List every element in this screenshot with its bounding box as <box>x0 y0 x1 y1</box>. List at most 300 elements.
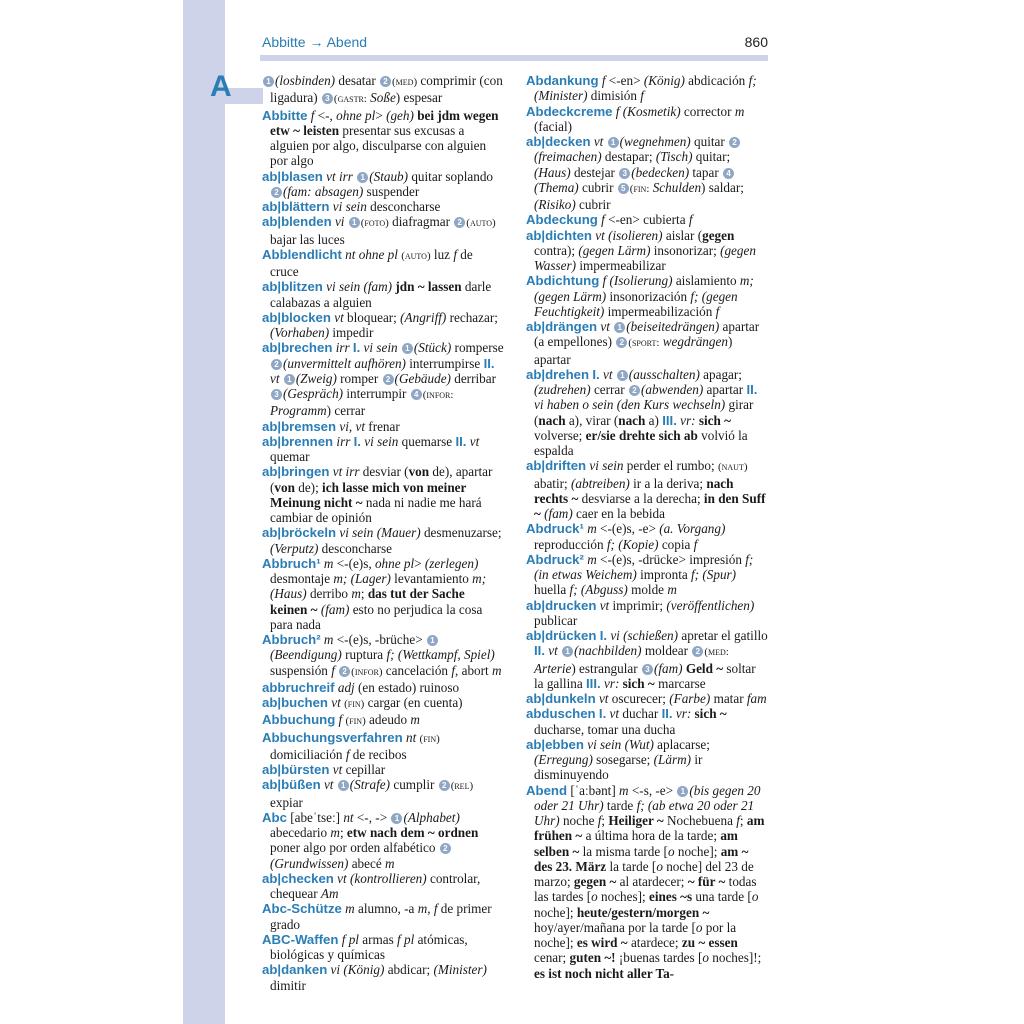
translation-text: <-, -> <box>353 809 391 825</box>
translation-text: desviar ( <box>359 464 409 480</box>
grammar-label: (bis gegen 20 oder 21 Uhr) <box>534 782 761 813</box>
headword: ab|dichten <box>526 227 592 243</box>
translation-text: ) apartar <box>534 334 733 367</box>
sense-marker: II. <box>746 382 758 397</box>
headword: Abbuchungsverfahren <box>262 729 403 745</box>
translation-text: impronta <box>636 567 692 582</box>
sense-number-badge: 2 <box>339 666 350 677</box>
grammar-label: (Erregung) <box>534 752 593 767</box>
bold-phrase: nach <box>538 412 566 428</box>
headword: ab|blocken <box>262 309 331 325</box>
grammar-label: (nachbilden) <box>574 643 642 659</box>
bold-phrase: am ~ des 23. März <box>534 843 749 874</box>
grammar-label: vt <box>602 366 613 382</box>
grammar-label: nt ohne pl <box>345 246 398 262</box>
headword: ab|brechen <box>262 340 333 356</box>
bold-phrase: gegen <box>702 227 735 243</box>
grammar-label: (ausschalten) <box>628 366 700 382</box>
dictionary-entry <box>262 419 504 434</box>
grammar-label: (zerlegen) <box>424 555 479 571</box>
translation-text: ducharse, tomar una ducha <box>534 721 676 737</box>
section-letter: A <box>210 70 232 103</box>
grammar-label: f; (Spur) <box>691 567 737 582</box>
headword: ab|bürsten <box>262 762 330 777</box>
grammar-label: f <box>715 303 720 319</box>
translation-text: la misma tarde [ <box>579 843 668 859</box>
dictionary-entry <box>262 464 504 525</box>
grammar-label: (bedecken) <box>631 164 690 180</box>
translation-text <box>610 319 613 334</box>
translation-text: (facial) <box>534 118 573 134</box>
translation-text: tapar <box>689 164 723 180</box>
translation-text: a última hora de la tarde; <box>582 828 721 844</box>
column-right <box>526 73 768 981</box>
grammar-label: vt <box>609 706 620 722</box>
translation-text: Nochebuena <box>663 813 737 828</box>
bold-phrase: gegen ~ <box>573 874 617 889</box>
grammar-label: irr <box>336 433 351 449</box>
translation-text <box>398 340 401 355</box>
headword: ab|bröckeln <box>262 525 337 541</box>
grammar-label: (Thema) <box>534 179 579 195</box>
grammar-label: nt <box>405 729 417 745</box>
headword: Abblendlicht <box>262 246 342 262</box>
bold-phrase: Heiliger ~ <box>608 813 664 828</box>
translation-text: a), virar ( <box>565 412 619 428</box>
grammar-label: vt <box>334 309 344 325</box>
sense-number-badge: 2 <box>692 646 703 657</box>
dictionary-entry <box>262 340 504 418</box>
sense-number-badge: 2 <box>271 187 282 198</box>
page-number: 860 <box>744 34 768 50</box>
translation-text: apartar (a empellones) <box>534 319 760 350</box>
translation-text: <-(e)s, -drücke> impresión <box>596 551 746 567</box>
grammar-label: vt <box>331 695 341 710</box>
headword: ab|drucken <box>526 597 597 613</box>
bold-phrase: von <box>274 479 295 495</box>
translation-text: ¡buenas tardes [ <box>615 950 703 966</box>
translation-text: abecé <box>348 855 386 871</box>
grammar-label: f <box>688 212 693 228</box>
domain-label: (fin) <box>345 715 366 728</box>
translation-text: duchar <box>619 706 662 722</box>
dictionary-entry <box>262 777 504 810</box>
translation-text: <-en> <box>605 73 644 88</box>
translation-text: abecedario <box>270 825 331 840</box>
translation-text: apretar el gatillo <box>678 628 768 643</box>
translation-text: <-, <box>314 107 337 123</box>
translation-text: noches]!; <box>708 950 762 966</box>
sense-number-badge: 1 <box>562 646 573 657</box>
headword: ab|ebben <box>526 736 584 752</box>
grammar-label: adj <box>337 679 355 695</box>
grammar-label: vt (isolieren) <box>595 227 663 243</box>
grammar-label: f <box>345 746 350 762</box>
grammar-label: vi sein (fam) <box>326 279 393 295</box>
translation-text: cargar (en cuenta) <box>364 695 463 710</box>
translation-text: matar <box>710 691 747 706</box>
grammar-label: vi sein (Wut) <box>587 736 654 752</box>
sense-marker: I. <box>599 628 608 643</box>
sense-number-badge: 1 <box>338 780 349 791</box>
grammar-label: o <box>695 919 703 935</box>
sense-number-badge: 1 <box>617 370 628 381</box>
translation-text: noche]; <box>534 904 577 920</box>
grammar-label: vr: <box>680 412 696 428</box>
grammar-label: f <box>736 813 740 828</box>
dictionary-entry <box>262 169 504 200</box>
grammar-label: (zudrehen) <box>534 382 591 397</box>
grammar-label: m <box>619 782 629 798</box>
translation-text: frenar <box>365 418 400 434</box>
translation-text: atardece; <box>627 935 682 950</box>
grammar-label: (unvermittelt aufhören) <box>283 355 406 371</box>
domain-label: (med) <box>392 76 418 88</box>
grammar-label: f (Kosmetik) <box>615 103 681 119</box>
bold-phrase: sich ~ <box>694 706 727 722</box>
dictionary-entry <box>262 680 504 695</box>
sense-number-badge: 1 <box>357 172 368 183</box>
grammar-label: Soße <box>370 90 396 106</box>
dictionary-entry <box>262 632 504 680</box>
bold-phrase: nach rechts ~ <box>534 475 734 506</box>
dictionary-entry <box>526 273 768 319</box>
domain-label: (auto) <box>401 249 431 262</box>
translation-text: ) estrangular <box>571 660 641 676</box>
dictionary-entry <box>262 108 504 169</box>
translation-text: <-(e)s, -brüche> <box>333 632 426 647</box>
translation-text: publicar <box>534 612 578 628</box>
translation-text: quitar; <box>692 149 731 165</box>
grammar-label: (abtreiben) <box>570 475 630 491</box>
sense-number-badge: 2 <box>383 374 394 385</box>
translation-text: > <box>375 107 387 123</box>
headword: Abc-Schütze <box>262 901 342 917</box>
grammar-label: m; (Haus) <box>270 571 487 602</box>
bold-phrase: Geld ~ <box>685 660 724 676</box>
grammar-label: m <box>587 521 597 537</box>
translation-text: derribo <box>306 586 352 602</box>
grammar-label: m <box>667 582 677 598</box>
translation-text <box>280 371 283 386</box>
grammar-label: m <box>323 632 334 647</box>
grammar-label: f <box>310 107 315 123</box>
domain-label: (fin) <box>419 732 440 745</box>
translation-text: de); <box>294 479 323 495</box>
sense-marker: II. <box>455 433 467 449</box>
grammar-label: (Grundwissen) <box>270 855 349 871</box>
grammar-label: f <box>338 712 343 728</box>
margin-strip <box>183 0 225 1024</box>
grammar-label: o <box>702 950 709 966</box>
grammar-label: vt <box>469 433 480 449</box>
translation-text: darle calabazas a alguien <box>270 279 492 310</box>
translation-text: ruptura <box>341 647 387 663</box>
translation-text: volverse; <box>534 427 586 443</box>
translation-text <box>333 777 336 792</box>
translation-text: imprimir; <box>609 597 667 613</box>
translation-text: ) saldar; <box>701 179 744 195</box>
bold-phrase: bei jdm wegen etw ~ leisten <box>270 107 499 138</box>
sense-number-badge: 2 <box>616 337 627 348</box>
translation-text: de cruce <box>270 246 473 279</box>
translation-text: interrumpirse <box>405 355 484 371</box>
grammar-label: vr: <box>675 706 692 722</box>
translation-text: controlar, chequear <box>270 870 481 901</box>
headword: Abdankung <box>526 73 599 88</box>
dictionary-entry <box>262 199 504 214</box>
sense-marker: I. <box>353 433 361 449</box>
grammar-label: f; (Minister) <box>534 73 757 104</box>
translation-text: quitar soplando <box>408 168 494 184</box>
translation-text: volvió la espalda <box>534 427 748 458</box>
headword: abbruchreif <box>262 679 335 695</box>
translation-text: impermeabilización <box>604 303 716 319</box>
translation-text: abatir; <box>534 475 571 491</box>
translation-text: suspender <box>363 183 420 199</box>
translation-text: aislamiento <box>672 273 740 289</box>
grammar-label: (fam) <box>653 660 683 676</box>
headword: Abbruch¹ <box>262 555 321 571</box>
headword: ab|blenden <box>262 214 332 230</box>
domain-label: (gastr: <box>333 93 367 106</box>
grammar-label: f; (Kopie) <box>606 536 659 552</box>
headword: Abdichtung <box>526 273 600 289</box>
dictionary-entry <box>526 552 768 598</box>
translation-text: cubrir <box>575 197 611 212</box>
bold-phrase: das tut der Sache keinen ~ <box>270 586 465 617</box>
grammar-label: vt <box>337 870 347 886</box>
translation-text: expiar <box>270 794 303 810</box>
translation-text: ir disminuyendo <box>534 752 703 783</box>
grammar-label: vi (König) <box>330 962 385 978</box>
running-head: Abbitte → Abend <box>262 34 368 50</box>
translation-text: tarde <box>603 797 637 813</box>
translation-text: insonorizar; <box>650 242 721 258</box>
translation-text: quemar <box>270 449 310 464</box>
grammar-label: (kontrollieren) <box>350 870 427 886</box>
grammar-label: (geh) <box>386 107 414 123</box>
sense-number-badge: 1 <box>263 76 274 87</box>
grammar-label: ohne pl <box>336 107 376 123</box>
dictionary-entry <box>262 247 504 280</box>
dictionary-entry <box>526 628 768 691</box>
translation-text: desviarse a la derecha; <box>578 490 704 506</box>
translation-text: al atardecer; <box>616 874 688 889</box>
grammar-label: vi sein <box>332 199 367 214</box>
translation-text: caer en la bebida <box>572 506 665 521</box>
bold-phrase: eines ~s <box>649 889 693 905</box>
sense-number-badge: 1 <box>391 813 402 824</box>
sense-marker: I. <box>352 340 361 356</box>
grammar-label: vt <box>332 762 343 777</box>
grammar-label: f <box>451 662 455 678</box>
translation-text: una tarde [ <box>692 889 752 905</box>
translation-text: romperse <box>451 340 504 356</box>
bold-phrase: etw nach dem ~ ordnen <box>346 825 479 840</box>
sense-number-badge: 1 <box>284 374 295 385</box>
sense-number-badge: 2 <box>729 137 740 148</box>
sense-number-badge: 1 <box>349 217 360 228</box>
grammar-label: ohne pl <box>374 555 415 571</box>
sense-number-badge: 2 <box>380 76 391 87</box>
translation-text: cerrar <box>590 382 628 397</box>
grammar-label: Arterie <box>534 660 572 676</box>
translation-text: todas las tardes [ <box>534 874 757 905</box>
grammar-label: o <box>667 843 675 859</box>
headword: ab|buchen <box>262 695 328 710</box>
translation-text: contra); <box>534 242 579 258</box>
translation-text: suspensión <box>270 662 332 678</box>
headword: ab|drücken <box>526 628 597 643</box>
grammar-label: (Lärm) <box>653 752 692 767</box>
translation-text: <-(e)s, -e> <box>596 521 660 537</box>
translation-text: corrector <box>680 103 735 119</box>
translation-text: la tarde [ <box>606 858 657 874</box>
translation-text <box>344 214 347 229</box>
headword: Abbruch² <box>262 632 321 647</box>
dictionary-entry <box>262 810 504 871</box>
grammar-label: vi haben o sein (den Kurs wechseln) <box>534 397 726 413</box>
grammar-label: (Haus) <box>534 164 571 180</box>
translation-text: dimisión <box>587 88 641 104</box>
translation-text: huella <box>534 582 570 598</box>
translation-text: molde <box>627 582 668 598</box>
dictionary-entry <box>526 134 768 212</box>
dictionary-entry <box>262 901 504 932</box>
dictionary-entry <box>526 598 768 629</box>
translation-text: (en estado) ruinoso <box>354 679 460 695</box>
dictionary-entry <box>526 783 768 981</box>
grammar-label: f <box>601 212 605 228</box>
translation-text: impermeabilizar <box>576 258 666 273</box>
headword: Abdruck² <box>526 551 584 567</box>
grammar-label: Schulden <box>652 179 702 195</box>
headword: Abdeckcreme <box>526 103 613 119</box>
sense-marker: III. <box>586 675 601 691</box>
translation-text <box>353 169 356 184</box>
translation-text: romper <box>336 370 382 386</box>
translation-text: ; <box>360 586 368 602</box>
translation-text: poner algo por orden alfabético <box>270 840 439 856</box>
bold-phrase: es ist noch nicht aller Ta- <box>534 965 675 981</box>
sense-number-badge: 4 <box>723 168 734 179</box>
translation-text: <-s, -e> <box>628 782 677 798</box>
bold-phrase: am frühen ~ <box>534 813 765 844</box>
translation-text: quitar <box>690 134 729 149</box>
translation-text: [abeˈtseː] <box>286 809 344 825</box>
translation-text: <-(e)s, <box>333 555 375 571</box>
translation-text: moldear <box>641 643 692 659</box>
grammar-label: vt <box>270 370 280 386</box>
grammar-label: (Stück) <box>413 340 452 356</box>
grammar-label: f; (ab etwa 20 oder 21 Uhr) <box>534 797 755 828</box>
grammar-label: f <box>453 246 457 262</box>
headword: Abend <box>526 782 568 798</box>
translation-text: de primer grado <box>270 901 492 932</box>
grammar-label: f; (gegen Feuchtigkeit) <box>534 288 738 319</box>
translation-text: comprimir (con ligadura) <box>270 73 503 106</box>
dictionary-entry <box>526 521 768 552</box>
translation-text: copia <box>658 536 694 552</box>
grammar-label: m; (gegen Lärm) <box>534 273 754 304</box>
grammar-label: vi sein <box>364 433 399 449</box>
bold-phrase: ich lasse mich von meiner Meinung nicht ~ <box>270 479 467 510</box>
sense-marker: I. <box>592 366 600 382</box>
bold-phrase: heute/gestern/morgen ~ <box>576 904 710 920</box>
translation-text: levantamiento <box>390 571 473 586</box>
grammar-label: vt <box>323 777 334 793</box>
translation-text: marcarse <box>654 675 706 691</box>
grammar-label: vt <box>600 319 610 334</box>
grammar-label: f (Isolierung) <box>602 273 673 289</box>
dictionary-entry <box>526 212 768 227</box>
grammar-label: vi <box>334 214 345 230</box>
sense-number-badge: 3 <box>271 389 282 400</box>
translation-text: ; <box>601 813 609 828</box>
sense-number-badge: 2 <box>271 359 282 370</box>
bold-phrase: ~ für ~ <box>687 874 726 889</box>
grammar-label: (wegnehmen) <box>619 134 691 149</box>
grammar-label: vi sein <box>363 340 398 356</box>
dictionary-entry <box>526 706 768 737</box>
dictionary-entry <box>526 367 768 459</box>
translation-text <box>613 367 616 382</box>
sense-number-badge: 1 <box>677 786 688 797</box>
grammar-label: (fam: absagen) <box>283 183 364 199</box>
dictionary-entry <box>262 962 504 993</box>
grammar-label: m <box>410 712 420 728</box>
headword: ab|checken <box>262 870 334 886</box>
grammar-label: vt <box>598 691 609 706</box>
headword: ab|dunkeln <box>526 691 596 706</box>
sense-marker: II. <box>483 355 495 371</box>
grammar-label: o <box>591 889 598 905</box>
headword: Abbitte <box>262 107 308 123</box>
sense-number-badge: 2 <box>629 385 640 396</box>
sense-number-badge: 3 <box>322 93 333 104</box>
grammar-label: fam <box>746 691 767 706</box>
bold-phrase: jdn ~ lassen <box>395 279 462 295</box>
bold-phrase: sich ~ <box>622 675 655 691</box>
domain-label: (foto) <box>360 217 389 230</box>
translation-text: cepillar <box>342 762 386 777</box>
grammar-label: m <box>330 825 340 840</box>
translation-text: cenar; <box>534 950 570 966</box>
grammar-label: nt <box>343 809 354 825</box>
translation-text: perder el rumbo; <box>623 458 718 474</box>
sense-number-badge: 4 <box>411 389 422 400</box>
translation-text: [ˈaːbənt] <box>567 782 620 798</box>
grammar-label: o <box>656 858 663 874</box>
sense-number-badge: 2 <box>439 780 450 791</box>
translation-text: dimitir <box>270 977 306 993</box>
translation-text: ) cerrar <box>326 403 366 419</box>
sense-number-badge: 1 <box>614 322 625 333</box>
domain-label: (infor: <box>422 389 454 401</box>
translation-text: destejar <box>570 164 619 180</box>
grammar-label: f pl <box>341 931 359 947</box>
grammar-label: m; (Lager) <box>333 571 391 586</box>
dictionary-entry <box>526 73 768 104</box>
grammar-label: vt irr <box>332 464 360 480</box>
translation-text: adeudo <box>365 712 411 728</box>
translation-text: de recibos <box>349 746 407 762</box>
translation-text: cumplir <box>390 777 438 793</box>
grammar-label: (abwenden) <box>640 382 704 397</box>
headword: ab|bringen <box>262 464 330 480</box>
headword: ab|decken <box>526 134 591 149</box>
